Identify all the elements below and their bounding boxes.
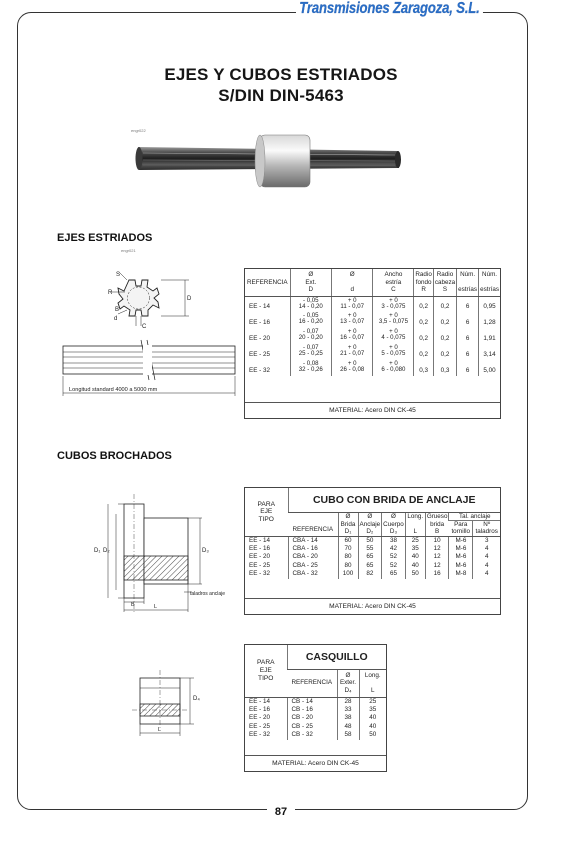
bush-drawing	[118, 668, 218, 740]
th-brida: Ø Brida D₁	[338, 512, 358, 536]
label-d1: D₁	[94, 548, 101, 554]
cell-b: 12	[425, 545, 449, 554]
cell-screw: M-6	[449, 545, 473, 554]
cell-holes: 4	[473, 553, 500, 562]
cell-screw: M-6	[449, 562, 473, 571]
cell-n: 6	[457, 344, 479, 360]
bush-table	[244, 644, 387, 772]
flanged-hub-drawing	[88, 494, 238, 614]
label-b-hub: B	[131, 602, 135, 608]
table-row	[245, 360, 500, 376]
page-subtitle: S/DIN DIN-5463	[218, 86, 344, 105]
cell-tolerance	[332, 328, 373, 344]
th-flange-ref: REFERENCIA	[288, 512, 338, 536]
cell-d4: 48	[337, 723, 359, 732]
cell-d3: 42	[382, 545, 406, 554]
cell-ref: CBA - 14	[288, 536, 338, 545]
cell-r: 0,2	[414, 328, 433, 344]
table-row	[245, 344, 500, 360]
cell-s: 0,2	[433, 328, 456, 344]
cell-s: 0,2	[433, 296, 456, 312]
value-line: 20 - 0,20	[298, 334, 323, 342]
th-int: Ø d	[332, 269, 373, 296]
cell-ref: EE - 20	[249, 334, 270, 342]
value-line: 4 - 0,075	[381, 334, 406, 342]
th-width: Ancho estría C	[373, 269, 414, 296]
cell-d3: 52	[382, 553, 406, 562]
th-long: Long. L	[405, 512, 425, 536]
cell-w: 3,14	[479, 344, 500, 360]
cell-tolerance	[290, 360, 331, 376]
cell-r: 0,3	[414, 360, 433, 376]
cell-l: 40	[405, 562, 425, 571]
value-line: 16 - 0,07	[340, 334, 365, 342]
label-l-hub: L	[154, 604, 158, 610]
cell-d1: 80	[338, 553, 358, 562]
th-bush-ref: REFERENCIA	[287, 669, 337, 697]
cell-l: 40	[359, 723, 386, 732]
cell-tolerance	[373, 360, 414, 376]
table-row	[245, 545, 500, 554]
table-row	[245, 570, 500, 579]
cell-w: 1,91	[479, 328, 500, 344]
cell-ref: CBA - 20	[288, 553, 338, 562]
cell-tipo: EE - 20	[249, 553, 270, 561]
cell-n: 6	[457, 328, 479, 344]
cell-holes: 4	[473, 562, 500, 571]
cell-w: 0,95	[479, 296, 500, 312]
th-rfondo: Radio fondo R	[414, 269, 433, 296]
th-bush-para: PARA EJE TIPO	[245, 645, 287, 697]
tol-line: + 0	[389, 296, 398, 304]
value-line: 3,5 - 0,075	[378, 318, 408, 326]
cell-l: 40	[405, 553, 425, 562]
th-para-tipo: PARA EJE TIPO	[245, 488, 288, 536]
tol-line: - 0,05	[302, 312, 319, 319]
splined-shaft-photo	[133, 127, 403, 197]
cell-ref: CB - 20	[287, 714, 337, 723]
table-row	[245, 536, 500, 545]
table-row	[245, 562, 500, 571]
cell-d1: 60	[338, 536, 358, 545]
cell-tolerance	[373, 344, 414, 360]
table-row	[245, 328, 500, 344]
splined-shafts-table	[244, 268, 501, 419]
cell-tipo: EE - 25	[249, 722, 270, 730]
value-line: 13 - 0,07	[340, 318, 365, 326]
tol-line: - 0,07	[302, 344, 319, 351]
shaft-side-view-drawing	[57, 336, 241, 402]
tol-line: + 0	[389, 312, 398, 319]
cell-d1: 100	[338, 570, 358, 579]
cell-s: 0,2	[433, 344, 456, 360]
cell-l: 50	[405, 570, 425, 579]
cell-l: 35	[405, 545, 425, 554]
th-rcabeza: Radio cabeza S	[433, 269, 456, 296]
cell-tolerance	[332, 312, 373, 328]
tol-line: - 0,07	[302, 328, 319, 335]
value-line: 21 - 0,07	[340, 350, 365, 358]
table-row	[245, 553, 500, 562]
cell-ref: EE - 16	[249, 318, 270, 326]
cell-d3: 52	[382, 562, 406, 571]
th-ext: Ø Ext. D	[290, 269, 331, 296]
th-num: Núm. estrías	[457, 269, 479, 296]
label-s: S	[116, 272, 121, 278]
cell-d4: 28	[337, 697, 359, 706]
th-num2: Núm. estrías	[479, 269, 500, 296]
cell-tipo: EE - 32	[249, 731, 270, 738]
th-taladros: Nº taladros	[473, 520, 500, 536]
photo-code: engr022	[131, 128, 146, 133]
th-tornillo: Para tornillo	[449, 520, 473, 536]
cell-d2: 55	[358, 545, 382, 554]
cell-ref: EE - 25	[249, 350, 270, 358]
brand-logo: Transmisiones Zaragoza, S.L.	[296, 0, 483, 18]
cell-tolerance	[332, 296, 373, 312]
cell-d4: 58	[337, 731, 359, 740]
tol-line: + 0	[389, 360, 398, 367]
cell-n: 6	[457, 360, 479, 376]
cell-b: 16	[425, 570, 449, 579]
cell-n: 6	[457, 296, 479, 312]
cell-tolerance	[373, 312, 414, 328]
shafts-material-note: MATERIAL: Acero DIN CK-45	[245, 402, 500, 418]
drawing-code: engr021	[121, 248, 136, 253]
cell-d3: 38	[382, 536, 406, 545]
cell-b: 12	[425, 553, 449, 562]
th-tal-anclaje: Tal. anclaje	[449, 512, 500, 520]
cell-ref: CB - 14	[287, 697, 337, 706]
value-line: 32 - 0,26	[298, 366, 323, 374]
tol-line: + 0	[389, 328, 398, 335]
label-d2: D₂	[103, 548, 110, 554]
th-bush-long: Long. L	[359, 669, 386, 697]
cell-tolerance	[373, 328, 414, 344]
cell-tipo: EE - 20	[249, 714, 270, 721]
section-splined-shafts: EJES ESTRIADOS	[57, 232, 153, 244]
tol-line: + 0	[347, 360, 357, 367]
cell-ref: EE - 14	[249, 302, 270, 310]
cell-d3: 65	[382, 570, 406, 579]
cell-w: 1,28	[479, 312, 500, 328]
cell-holes: 4	[473, 570, 500, 579]
label-d4: D₄	[193, 696, 200, 702]
cell-tipo: EE - 16	[249, 705, 270, 713]
tol-line: - 0,08	[302, 360, 319, 367]
cell-l: 40	[359, 714, 386, 723]
cell-d1: 70	[338, 545, 358, 554]
value-line: 16 - 0,20	[298, 318, 323, 326]
table-row	[245, 697, 386, 706]
flanged-hub-table	[244, 487, 501, 615]
table-row	[245, 296, 500, 312]
section-broached-hubs: CUBOS BROCHADOS	[57, 450, 172, 462]
cell-tolerance	[290, 344, 331, 360]
cell-tipo: EE - 16	[249, 544, 270, 552]
table-row	[245, 723, 386, 732]
table-row	[245, 731, 386, 740]
cell-ref: CB - 25	[287, 723, 337, 732]
cell-d4: 38	[337, 714, 359, 723]
bush-material-note: MATERIAL: Acero DIN CK-45	[245, 755, 386, 771]
cell-tolerance	[332, 360, 373, 376]
th-cuerpo: Ø Cuerpo D₃	[383, 513, 404, 535]
cell-tolerance	[290, 328, 331, 344]
value-line: 6 - 0,080	[381, 366, 406, 374]
cell-ref: EE - 32	[249, 366, 270, 374]
page-number-wrap	[0, 802, 562, 820]
flange-material-note: MATERIAL: Acero DIN CK-45	[245, 598, 500, 614]
page-number: 87	[267, 806, 295, 818]
cell-d2: 65	[358, 562, 382, 571]
table-row	[245, 714, 386, 723]
table-row	[245, 706, 386, 715]
tol-line: + 0	[347, 328, 357, 335]
cell-tipo: EE - 25	[249, 561, 270, 569]
value-line: 5 - 0,075	[381, 350, 406, 358]
label-d3: D₃	[202, 548, 209, 554]
cell-tipo: EE - 14	[249, 697, 270, 705]
cell-l: 25	[359, 697, 386, 706]
value-line: 3 - 0,075	[381, 302, 406, 310]
cell-d2: 82	[358, 570, 382, 579]
cell-s: 0,3	[433, 360, 456, 376]
cell-tipo: EE - 14	[249, 536, 270, 544]
th-anclaje: Ø Anclaje D₂	[359, 513, 381, 535]
cell-holes: 3	[473, 536, 500, 545]
th-ref: REFERENCIA	[245, 269, 290, 296]
cell-tolerance	[290, 296, 331, 312]
cell-d4: 33	[337, 706, 359, 715]
tol-line: + 0	[389, 344, 398, 351]
label-b: B	[115, 307, 120, 313]
cell-n: 6	[457, 312, 479, 328]
cell-holes: 4	[473, 545, 500, 554]
value-line: 11 - 0,07	[340, 302, 365, 310]
cell-tolerance	[332, 344, 373, 360]
bush-group-title: CASQUILLO	[287, 645, 386, 669]
label-r: R	[108, 290, 113, 296]
cell-screw: M-8	[449, 570, 473, 579]
cell-d2: 50	[358, 536, 382, 545]
cell-b: 12	[425, 562, 449, 571]
tol-line: + 0	[347, 296, 357, 304]
label-d-upper: D	[187, 296, 192, 302]
value-line: 25 - 0,25	[298, 350, 323, 358]
cell-screw: M-6	[449, 553, 473, 562]
th-grueso: Grueso brida B	[426, 513, 448, 535]
cell-ref: CB - 32	[287, 731, 337, 740]
value-line: 26 - 0,08	[340, 366, 365, 374]
cell-tolerance	[373, 296, 414, 312]
cell-tipo: EE - 32	[249, 570, 270, 578]
cell-l: 50	[359, 731, 386, 740]
flange-group-title: CUBO CON BRIDA DE ANCLAJE	[288, 488, 500, 512]
cell-l: 25	[405, 536, 425, 545]
cell-l: 35	[359, 706, 386, 715]
cell-w: 5,00	[479, 360, 500, 376]
value-line: 14 - 0,20	[298, 302, 323, 310]
label-c: C	[142, 324, 147, 330]
cell-d2: 65	[358, 553, 382, 562]
cell-r: 0,2	[414, 344, 433, 360]
cell-ref: CBA - 16	[288, 545, 338, 554]
cell-r: 0,2	[414, 296, 433, 312]
tol-line: + 0	[347, 312, 357, 319]
label-d-lower: d	[114, 316, 118, 322]
cell-tolerance	[290, 312, 331, 328]
cell-ref: CB - 16	[287, 706, 337, 715]
length-label: Longitud standard 4000 a 5000 mm	[69, 387, 158, 393]
cell-screw: M-6	[449, 536, 473, 545]
page-title: EJES Y CUBOS ESTRIADOS	[164, 65, 398, 84]
cell-s: 0,2	[433, 312, 456, 328]
shaft-cross-section-drawing	[105, 270, 205, 332]
cell-r: 0,2	[414, 312, 433, 328]
cell-ref: CBA - 25	[288, 562, 338, 571]
holes-label: taladros anclaje	[190, 591, 226, 597]
label-l-bush: L	[158, 727, 162, 733]
tol-line: + 0	[347, 344, 357, 351]
tol-line: - 0,05	[302, 296, 319, 304]
th-bush-ext: Ø Exter. D₄	[337, 669, 359, 697]
cell-b: 10	[425, 536, 449, 545]
table-row	[245, 312, 500, 328]
cell-ref: CBA - 32	[288, 570, 338, 579]
cell-d1: 80	[338, 562, 358, 571]
